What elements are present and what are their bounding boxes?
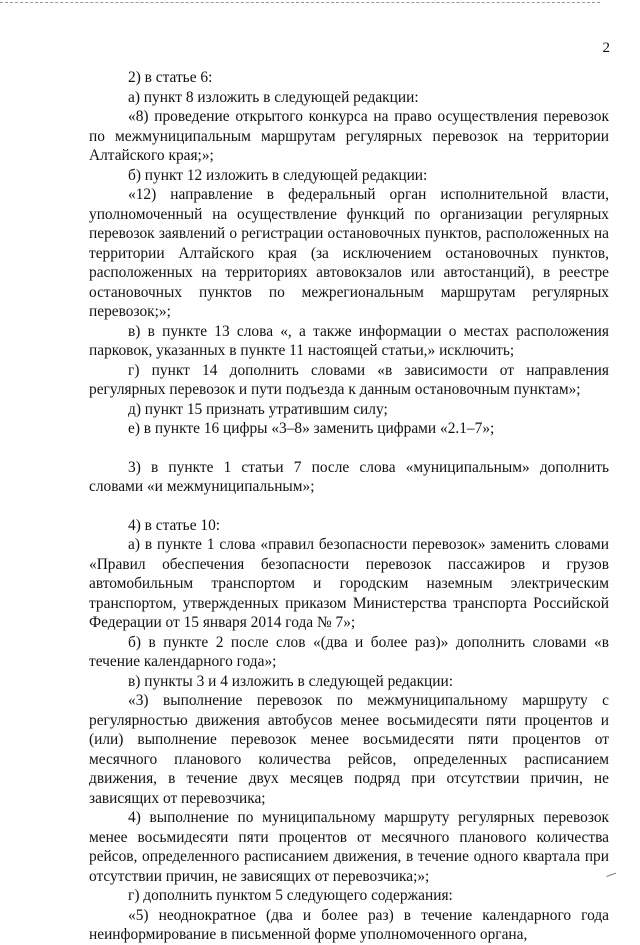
paragraph-article-7: 3) в пункте 1 статьи 7 после слова «муниципальным» дополнить словами «и межмуниципальным»; [89, 458, 609, 495]
page-number: 2 [602, 40, 610, 56]
paragraph-art10-item-1: а) в пункте 1 слова «правил безопасности перевозок» заменить словами «Правил обеспечения безопасности перевозок пассажиров и грузов автомобильным транспортом и городским наземным электрическим транспортом, утвержденных приказом Министерства транспорта Российской Федерации от 15 января 2014 года № 7»; [89, 536, 609, 631]
paragraph-item-13: в) в пункте 13 слова «, а также информации о местах расположения парковок, указанных в пункте 11 настоящей статьи,» исключить; [89, 322, 609, 359]
paragraph-art10-items-3-4-intro: в) пункты 3 и 4 изложить в следующей редакции: [128, 672, 454, 690]
paragraph-gap [89, 439, 609, 458]
paragraph-item-14: г) пункт 14 дополнить словами «в зависимости от направления регулярных перевозок и пути подъезда к данным остановочным пунктам»; [89, 361, 609, 398]
document-body [89, 68, 609, 945]
paragraph-gap [89, 497, 609, 516]
paragraph-article-6-heading: 2) в статье 6: [128, 69, 213, 86]
paragraph-article-10-heading: 4) в статье 10: [128, 516, 221, 534]
paragraph-art10-item-5-intro: г) дополнить пунктом 5 следующего содержания: [128, 887, 453, 904]
paragraph-art10-item-4-text: 4) выполнение по муниципальному маршруту регулярных перевозок менее восьмидесяти пяти процентов от месячного планового количества рейсов, определенного расписанием движения, в течение одного квартала при отсутствии причин, не зависящих от перевозчика;»; [89, 809, 609, 885]
scan-edge-line [0, 2, 600, 3]
paragraph-item-16: е) в пункте 16 цифры «3–8» заменить цифрами «2.1–7»; [128, 420, 495, 437]
paragraph-item-12-intro: б) пункт 12 изложить в следующей редакции: [128, 166, 428, 184]
paragraph-art10-item-3-text: «3) выполнение перевозок по межмуниципальному маршруту с регулярностью движения автобусов менее восьмидесяти пяти процентов и (или) выполнение перевозок менее восьмидесяти пяти процентов от месячного планового количества рейсов, определенных расписанием движения, в течение двух месяцев подряд при отсутствии причин, не зависящих от перевозчика; [89, 692, 609, 807]
paragraph-item-12-text: «12) направление в федеральный орган исполнительной власти, уполномоченный на осуществление функций по организации регулярных перевозок заявлений о регистрации остановочных пунктов, расположенных на территории Алтайского края (за исключением остановочных пунктов, расположенных на территориях автовокзалов или автостанций), в реестре остановочных пунктов по межрегиональным маршрутам регулярных перевозок;»; [89, 186, 609, 320]
paragraph-item-8-text: «8) проведение открытого конкурса на право осуществления перевозок по межмуниципальным маршрутам регулярных перевозок на территории Алтайского края;»; [89, 108, 609, 164]
paragraph-art10-item-5-text: «5) неоднократное (два и более раз) в течение календарного года неинформирование в письменной форме уполномоченного органа, [89, 906, 609, 943]
paragraph-art10-item-2: б) в пункте 2 после слов «(два и более раз)» дополнить словами «в течение календарного года»; [89, 633, 609, 670]
paragraph-item-15: д) пункт 15 признать утратившим силу; [128, 400, 388, 418]
paragraph-item-8-intro: а) пункт 8 изложить в следующей редакции: [128, 88, 419, 106]
